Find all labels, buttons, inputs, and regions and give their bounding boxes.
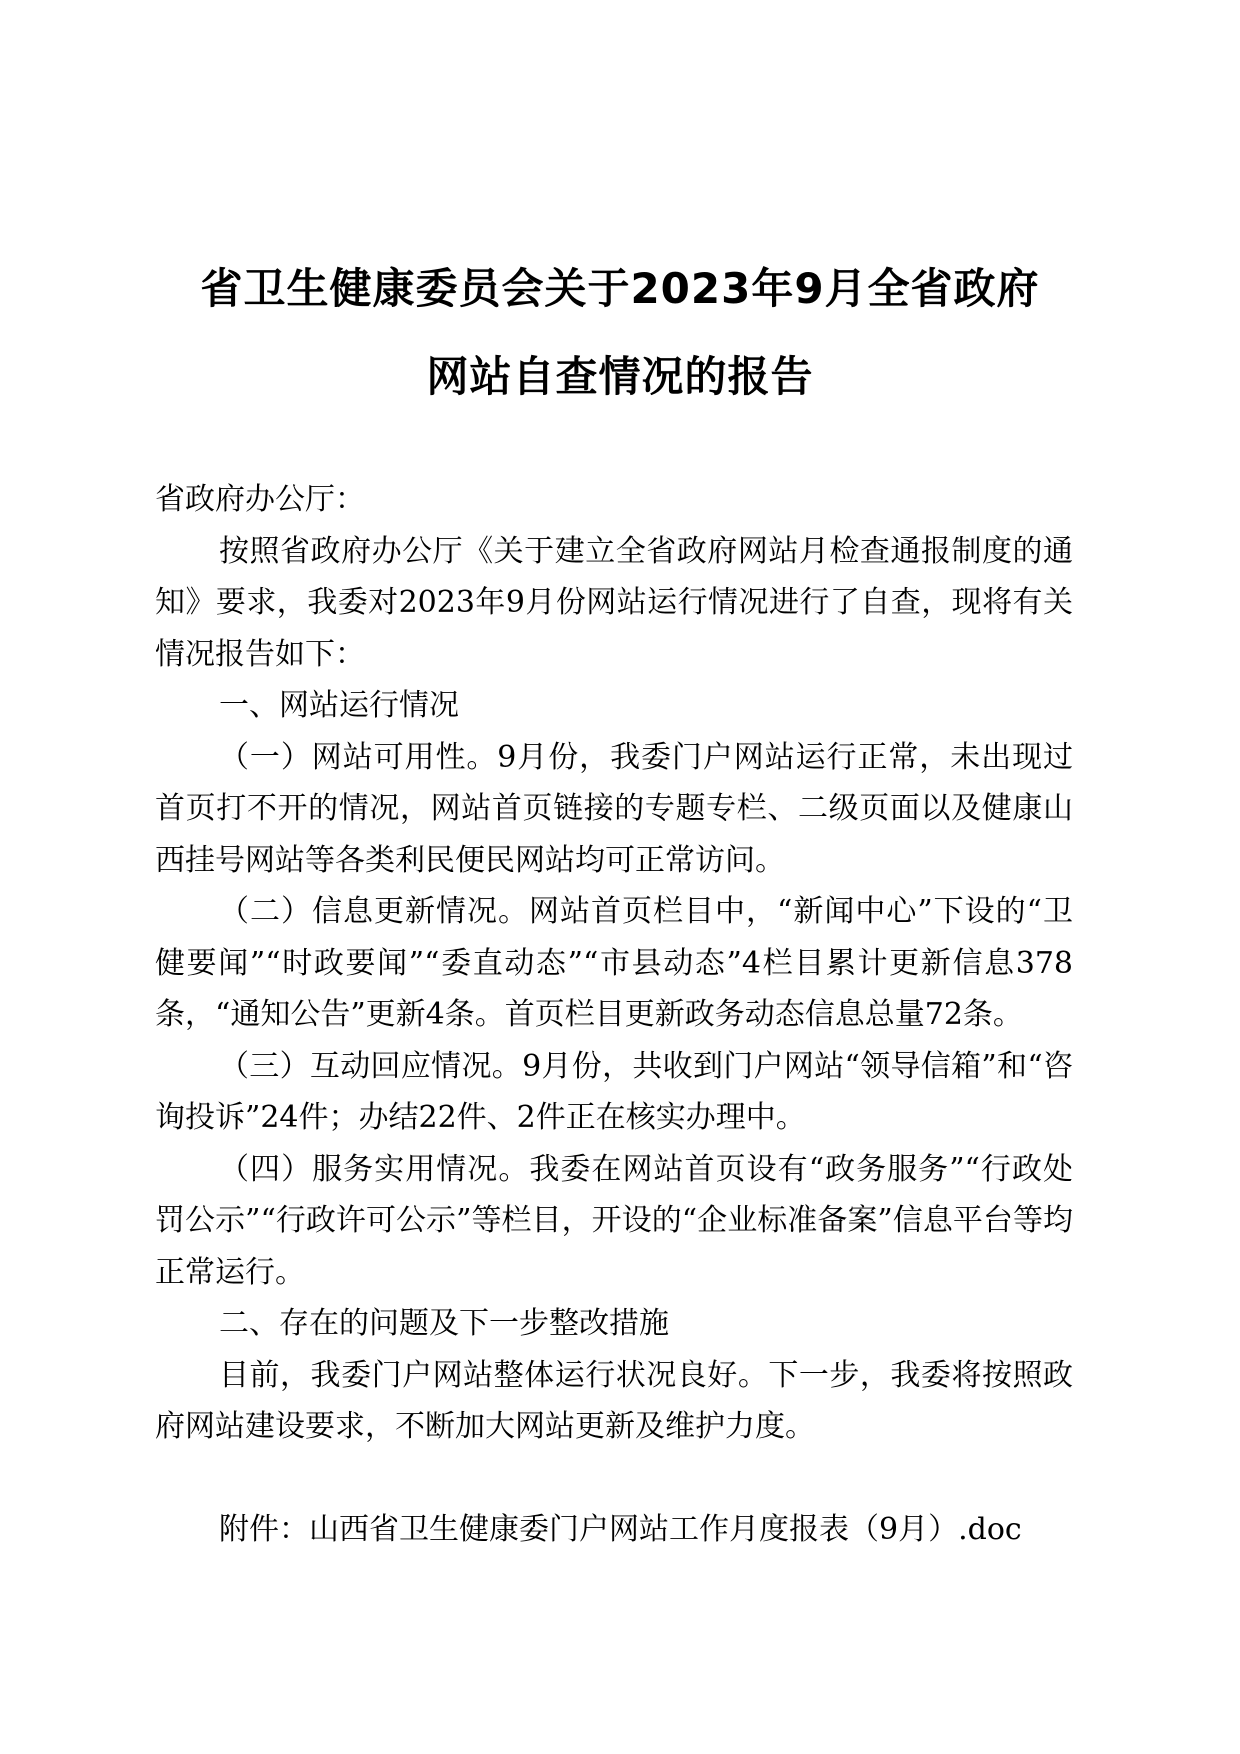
section-2-paragraph: 目前，我委门户网站整体运行状况良好。下一步，我委将按照政府网站建设要求，不断加大网站更新及维护力度。: [155, 1357, 1073, 1444]
intro-paragraph: 按照省政府办公厅《关于建立全省政府网站月检查通报制度的通知》要求，我委对2023年9月份网站运行情况进行了自查，现将有关情况报告如下：: [155, 533, 1073, 672]
blank-line: [155, 1453, 1073, 1505]
attachment-link[interactable]: 附件：山西省卫生健康委门户网站工作月度报表（9月）.doc: [219, 1512, 1022, 1547]
section-1-heading: 一、网站运行情况: [219, 688, 459, 723]
section-2-heading: 二、存在的问题及下一步整改措施: [219, 1306, 669, 1341]
section-1-item-availability: （一）网站可用性。9月份，我委门户网站运行正常，未出现过首页打不开的情况，网站首页链接的专题专栏、二级页面以及健康山西挂号网站等各类利民便民网站均可正常访问。: [155, 739, 1073, 878]
salutation: 省政府办公厅：: [155, 482, 365, 517]
section-1-item-updates: （二）信息更新情况。网站首页栏目中，“新闻中心”下设的“卫健要闻”“时政要闻”“委直动态”“市县动态”4栏目累计更新信息378条，“通知公告”更新4条。首页栏目更新政务动态信息总量72条。: [155, 894, 1073, 1032]
report-body: [155, 474, 1073, 1556]
report-title-line-1: 省卫生健康委员会关于2023年9月全省政府: [200, 264, 1040, 313]
report-title-line-2: 网站自查情况的报告: [426, 352, 814, 401]
section-1-item-interaction: （三）互动回应情况。9月份，共收到门户网站“领导信箱”和“咨询投诉”24件；办结22件、2件正在核实办理中。: [155, 1048, 1073, 1135]
section-1-item-services: （四）服务实用情况。我委在网站首页设有“政务服务”“行政处罚公示”“行政许可公示”等栏目，开设的“企业标准备案”信息平台等均正常运行。: [155, 1151, 1073, 1290]
